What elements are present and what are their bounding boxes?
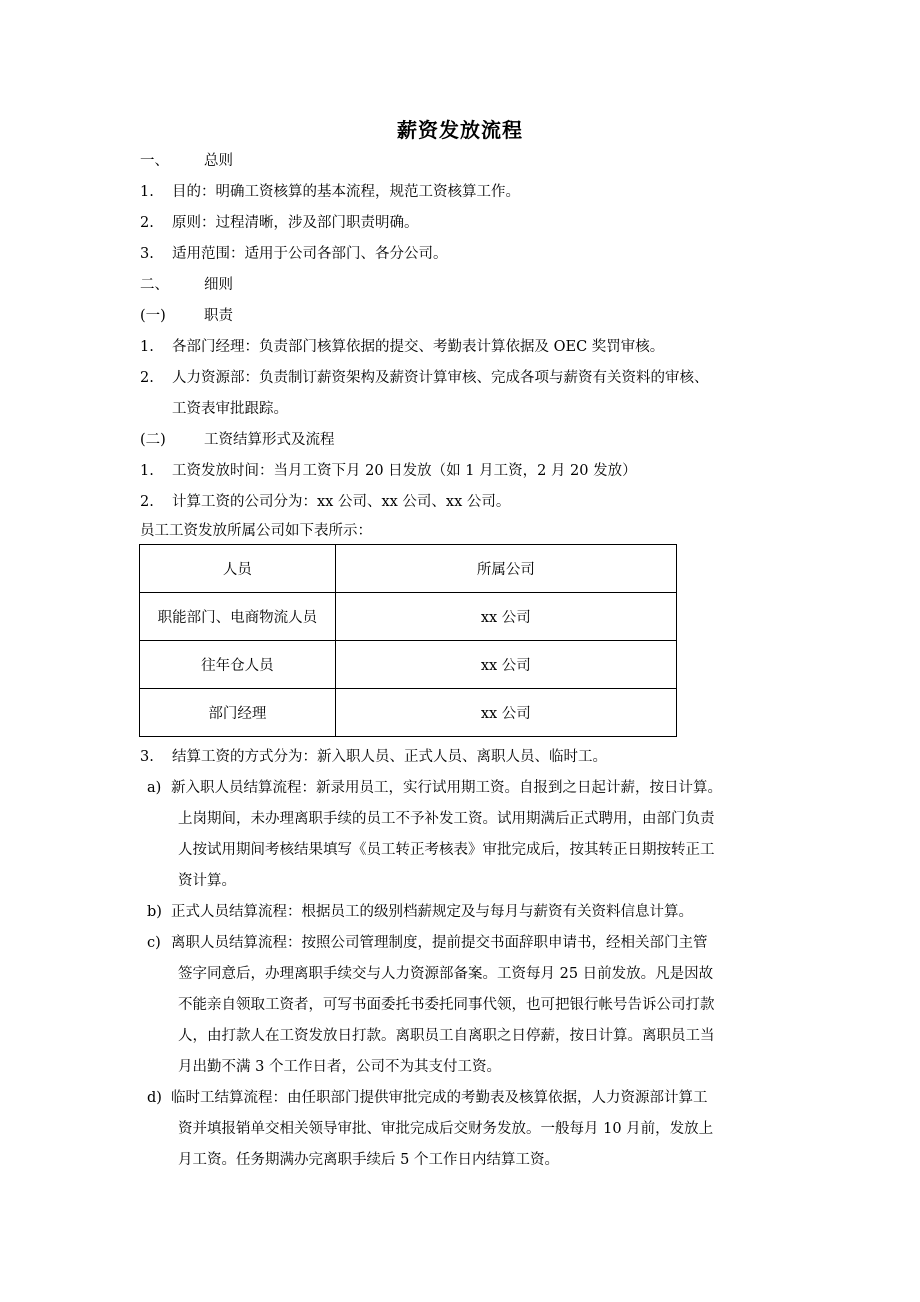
subsection-heading-settlement: [140, 430, 335, 450]
table-header-row: [140, 545, 677, 593]
item-number: 3.: [140, 749, 154, 765]
sub-item-d: [147, 1088, 708, 1108]
table-cell: 往年仓人员: [140, 641, 336, 689]
table-cell: 职能部门、电商物流人员: [140, 593, 336, 641]
sub-item-line: 不能亲自领取工资者，可写书面委托书委托同事代领，也可把银行帐号告诉公司打款: [178, 997, 715, 1013]
sub-item-label: b): [147, 904, 162, 920]
subsection-heading-duties: [140, 306, 233, 326]
sub-item-line: 资并填报销单交相关领导审批、审批完成后交财务发放。一般每月 10 月前，发放上: [178, 1121, 714, 1137]
table-caption: 员工工资发放所属公司如下表所示：: [140, 523, 372, 539]
sub-item-label: c): [147, 935, 161, 951]
item-text: 目的：明确工资核算的基本流程，规范工资核算工作。: [172, 184, 520, 200]
sub-item-line: 人按试用期间考核结果填写《员工转正考核表》审批完成后，按其转正日期按转正工: [178, 842, 715, 858]
item-number: 2.: [140, 370, 154, 386]
item-number: 2.: [140, 215, 154, 231]
table-row: [140, 641, 677, 689]
sub-item-c: [147, 933, 708, 953]
subsection-marker: (一): [140, 308, 166, 324]
subsection-title: 工资结算形式及流程: [204, 432, 335, 448]
item-number: 1.: [140, 184, 154, 200]
sub-item-text: 临时工结算流程：由任职部门提供审批完成的考勤表及核算依据，人力资源部计算工: [171, 1090, 708, 1106]
document-title: 薪资发放流程: [397, 118, 523, 142]
section-marker: 一、: [140, 153, 169, 169]
list-item-continuation: 工资表审批跟踪。: [172, 401, 288, 417]
item-text: 适用范围：适用于公司各部门、各分公司。: [172, 246, 448, 262]
sub-item-line: 人，由打款人在工资发放日打款。离职员工自离职之日停薪，按日计算。离职员工当: [178, 1028, 715, 1044]
table-header-cell: 所属公司: [335, 545, 676, 593]
table-row: [140, 689, 677, 737]
sub-item-a: [147, 778, 722, 798]
sub-item-line: 上岗期间，未办理离职手续的员工不予补发工资。试用期满后正式聘用，由部门负责: [178, 811, 715, 827]
list-item: [140, 747, 607, 767]
subsection-marker: (二): [140, 432, 166, 448]
list-item: [140, 337, 664, 357]
sub-item-label: d): [147, 1090, 162, 1106]
sub-item-text: 新入职人员结算流程：新录用员工，实行试用期工资。自报到之日起计薪，按日计算。: [171, 780, 722, 796]
list-item: [140, 213, 419, 233]
table-cell: xx 公司: [335, 689, 676, 737]
sub-item-text: 正式人员结算流程：根据员工的级别档薪规定及与每月与薪资有关资料信息计算。: [171, 904, 693, 920]
sub-item-line: 资计算。: [178, 873, 236, 889]
section-marker: 二、: [140, 277, 169, 293]
item-text: 各部门经理：负责部门核算依据的提交、考勤表计算依据及 OEC 奖罚审核。: [172, 339, 665, 355]
item-text: 工资发放时间：当月工资下月 20 日发放（如 1 月工资，2 月 20 发放）: [172, 463, 637, 479]
subsection-title: 职责: [204, 308, 233, 324]
section-heading-details: [140, 275, 233, 295]
item-text: 人力资源部：负责制订薪资架构及薪资计算审核、完成各项与薪资有关资料的审核、: [172, 370, 709, 386]
sub-item-line: 月工资。任务期满办完离职手续后 5 个工作日内结算工资。: [178, 1152, 559, 1168]
item-number: 1.: [140, 339, 154, 355]
item-text: 计算工资的公司分为：xx 公司、xx 公司、xx 公司。: [172, 494, 511, 510]
item-number: 2.: [140, 494, 154, 510]
sub-item-b: [147, 902, 693, 922]
list-item: [140, 244, 448, 264]
sub-item-label: a): [147, 780, 162, 796]
section-title: 细则: [204, 277, 233, 293]
table-row: [140, 593, 677, 641]
table-cell: xx 公司: [335, 641, 676, 689]
sub-item-line: 签字同意后，办理离职手续交与人力资源部备案。工资每月 25 日前发放。凡是因故: [178, 966, 714, 982]
section-heading-general: [140, 151, 233, 171]
item-text: 原则：过程清晰，涉及部门职责明确。: [172, 215, 419, 231]
company-table: [139, 544, 677, 737]
table-cell: xx 公司: [335, 593, 676, 641]
list-item: [140, 182, 520, 202]
list-item: [140, 368, 709, 388]
list-item: [140, 492, 510, 512]
item-number: 3.: [140, 246, 154, 262]
table-cell: 部门经理: [140, 689, 336, 737]
item-text: 结算工资的方式分为：新入职人员、正式人员、离职人员、临时工。: [172, 749, 607, 765]
sub-item-line: 月出勤不满 3 个工作日者，公司不为其支付工资。: [178, 1059, 501, 1075]
item-number: 1.: [140, 463, 154, 479]
table-header-cell: 人员: [140, 545, 336, 593]
sub-item-text: 离职人员结算流程：按照公司管理制度，提前提交书面辞职申请书，经相关部门主管: [171, 935, 708, 951]
list-item: [140, 461, 637, 481]
section-title: 总则: [204, 153, 233, 169]
